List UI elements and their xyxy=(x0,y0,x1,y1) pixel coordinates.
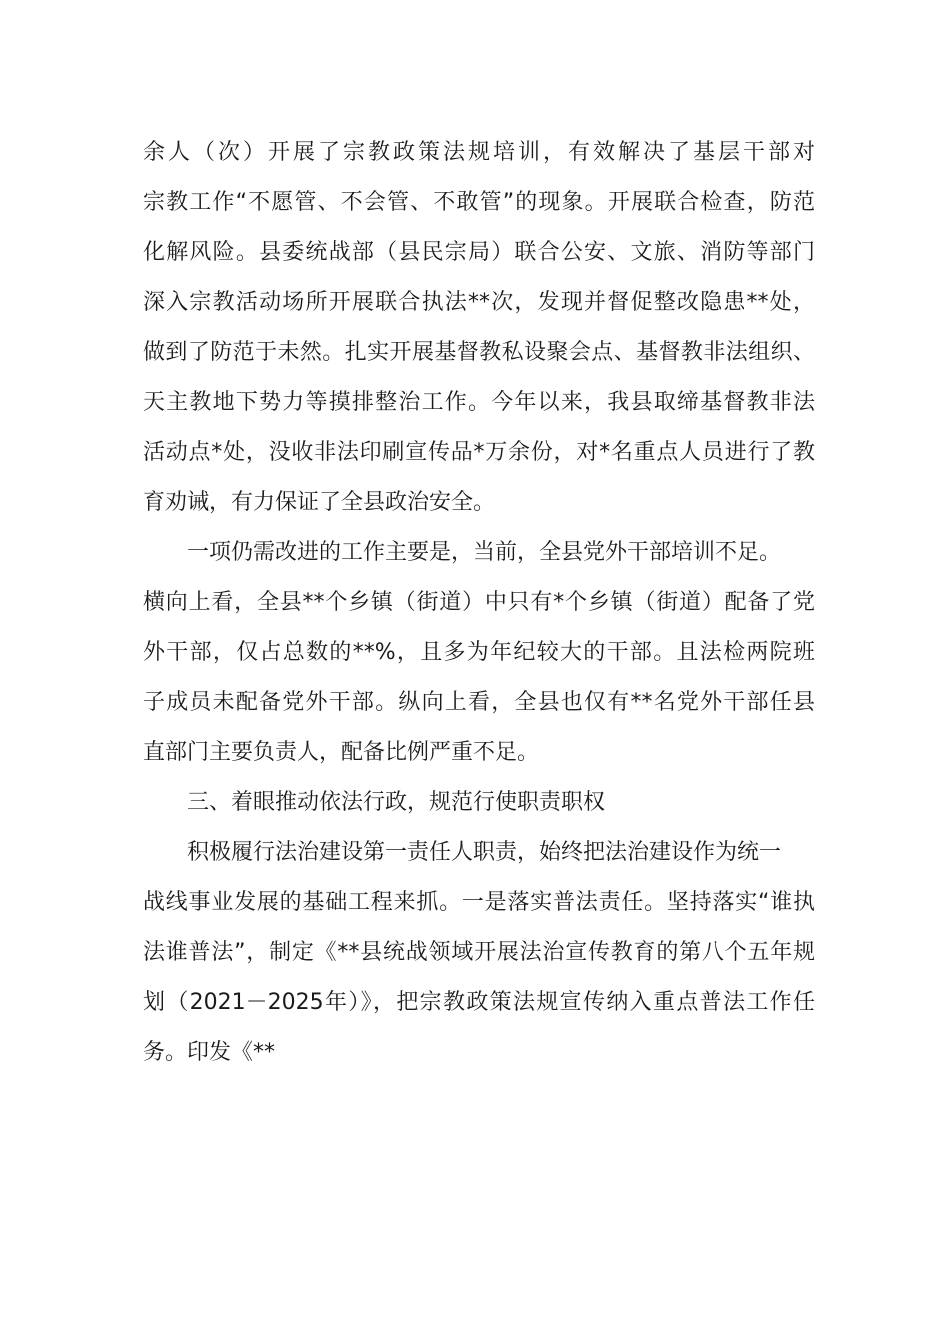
text-line: 宗教工作“不愿管、不会管、不敢管”的现象。开展联合检查，防范 xyxy=(143,190,815,215)
text-line: 划（2021－2025年）》，把宗教政策法规宣传纳入重点普法工作任 xyxy=(143,990,815,1015)
text-line: 横向上看，全县**个乡镇（街道）中只有*个乡镇（街道）配备了党 xyxy=(143,590,815,615)
text-line: 直部门主要负责人，配备比例严重不足。 xyxy=(143,740,540,765)
text-line: 战线事业发展的基础工程来抓。一是落实普法责任。坚持落实“谁执 xyxy=(143,890,815,915)
section-heading: 三、着眼推动依法行政，规范行使职责职权 xyxy=(187,790,606,815)
text-line: 深入宗教活动场所开展联合执法**次，发现并督促整改隐患**处， xyxy=(143,290,815,315)
text-line: 外干部，仅占总数的**%，且多为年纪较大的干部。且法检两院班 xyxy=(143,640,815,665)
text-line: 一项仍需改进的工作主要是，当前，全县党外干部培训不足。 xyxy=(187,540,782,565)
text-line: 子成员未配备党外干部。纵向上看，全县也仅有**名党外干部任县 xyxy=(143,690,815,715)
text-line: 余人（次）开展了宗教政策法规培训，有效解决了基层干部对 xyxy=(143,140,815,165)
text-line: 做到了防范于未然。扎实开展基督教私设聚会点、基督教非法组织、 xyxy=(143,340,815,365)
text-line: 化解风险。县委统战部（县民宗局）联合公安、文旅、消防等部门 xyxy=(143,240,815,265)
text-line: 育劝诫，有力保证了全县政治安全。 xyxy=(143,490,496,515)
text-line: 天主教地下势力等摸排整治工作。今年以来，我县取缔基督教非法 xyxy=(143,390,815,415)
document-body xyxy=(143,128,815,1078)
text-line: 法谁普法”，制定《**县统战领域开展法治宣传教育的第八个五年规 xyxy=(143,940,815,965)
text-line: 务。印发《** xyxy=(143,1040,276,1065)
text-line: 活动点*处，没收非法印刷宣传品*万余份，对*名重点人员进行了教 xyxy=(143,440,815,465)
text-line: 积极履行法治建设第一责任人职责，始终把法治建设作为统一 xyxy=(187,840,782,865)
